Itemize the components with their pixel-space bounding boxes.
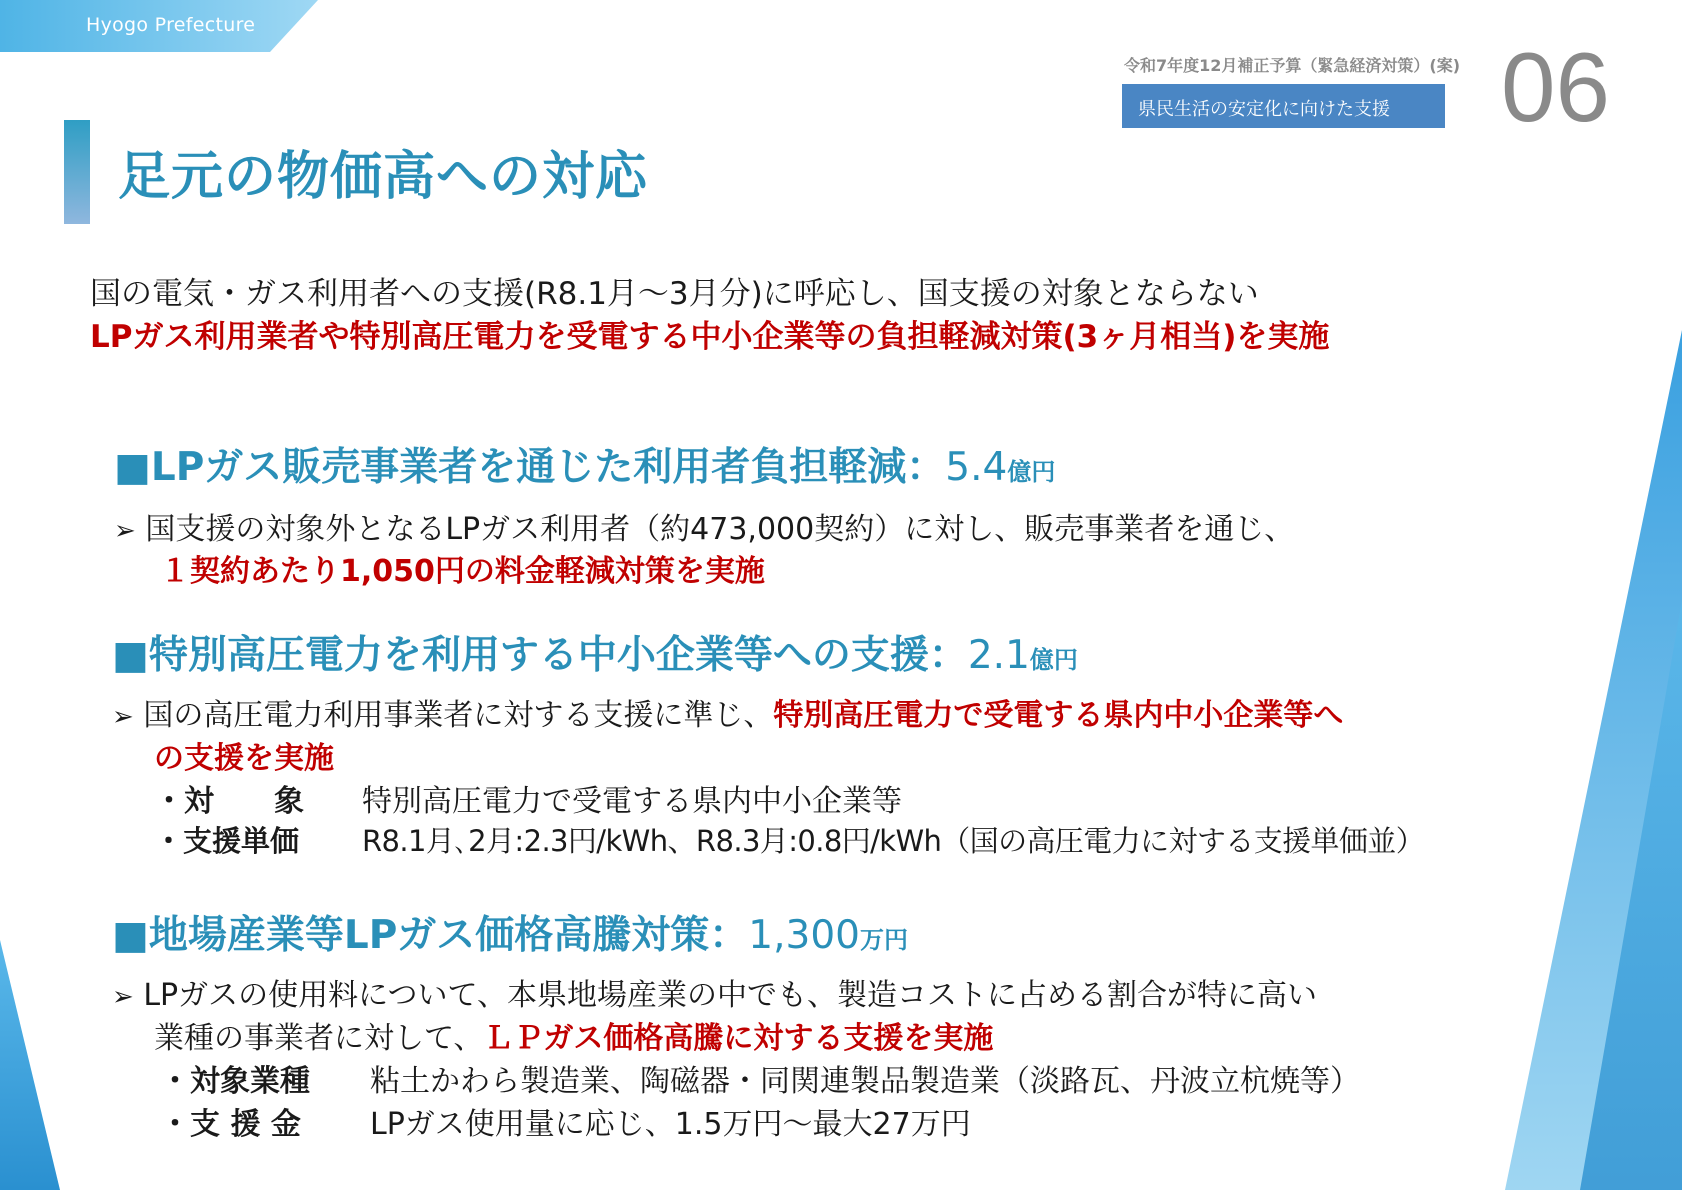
body-text: 国の高圧電力利用事業者に対する支援に準じ、 <box>143 698 774 733</box>
section-heading-local-industry <box>112 904 908 960</box>
body-text-emphasis: 特別高圧電力で受電する県内中小企業等へ <box>773 698 1344 733</box>
section-3-body-line-1 <box>112 970 1317 1014</box>
detail-value: 特別高圧電力で受電する県内中小企業等 <box>362 784 902 819</box>
section-amount: 1,300 <box>748 913 860 958</box>
budget-label: 令和7年度12月補正予算（緊急経済対策）(案) <box>1124 56 1461 75</box>
section-amount: 5.4 <box>945 445 1008 490</box>
prefecture-label: Hyogo Prefecture <box>86 14 256 36</box>
section-unit: 億円 <box>1029 646 1078 674</box>
section-heading-electricity <box>112 624 1078 680</box>
detail-label: ・支援単価 <box>154 824 300 858</box>
intro-line-1: 国の電気・ガス利用者への支援(R8.1月～3月分)に呼応し、国支援の対象とならない <box>90 276 1259 312</box>
page-number: 06 <box>1501 32 1611 142</box>
detail-label: ・対 象 <box>154 784 304 819</box>
detail-value: 粘土かわら製造業、陶磁器・同関連製品製造業（淡路瓦、丹波立杭焼等） <box>370 1064 1360 1099</box>
body-text: 業種の事業者に対して、 <box>154 1021 484 1056</box>
detail-item <box>154 819 1424 860</box>
section-heading-text: ■地場産業等LPガス価格高騰対策： <box>112 913 749 958</box>
detail-item <box>154 776 902 820</box>
section-heading-text: ■特別高圧電力を利用する中小企業等への支援： <box>112 633 968 678</box>
detail-label: ・対象業種 <box>160 1064 310 1099</box>
intro-line-2: LPガス利用業者や特別高圧電力を受電する中小企業等の負担軽減対策(3ヶ月相当)を実施 <box>90 319 1330 355</box>
section-1-body-line-2: １契約あたり1,050円の料金軽減対策を実施 <box>160 554 765 589</box>
left-corner-shape <box>0 940 60 1190</box>
detail-value: LPガス使用量に応じ、1.5万円～最大27万円 <box>370 1107 971 1142</box>
arrow-bullet-icon: ➢ <box>112 702 134 732</box>
section-unit: 億円 <box>1007 458 1056 486</box>
section-heading-lpgas <box>114 436 1055 492</box>
detail-value: R8.1月､2月:2.3円/kWh、R8.3月:0.8円/kWh（国の高圧電力に対する支援単価並） <box>362 824 1425 858</box>
title-accent-bar <box>64 120 90 224</box>
section-3-body-line-2 <box>154 1013 993 1057</box>
section-1-body-line-1 <box>114 504 1294 548</box>
detail-item <box>160 1056 1360 1100</box>
section-unit: 万円 <box>859 926 908 954</box>
section-amount: 2.1 <box>967 633 1030 678</box>
section-2-body-line-2: の支援を実施 <box>154 741 334 776</box>
detail-item <box>160 1099 971 1143</box>
page-title: 足元の物価高への対応 <box>118 147 649 207</box>
arrow-bullet-icon: ➢ <box>114 516 136 546</box>
body-text: LPガスの使用料について、本県地場産業の中でも、製造コストに占める割合が特に高い <box>143 978 1317 1013</box>
body-text: 国支援の対象外となるLPガス利用者（約473,000契約）に対し、販売事業者を通じ、 <box>145 512 1295 547</box>
detail-label: ・支 援 金 <box>160 1107 301 1142</box>
arrow-bullet-icon: ➢ <box>112 982 134 1012</box>
section-heading-text: ■LPガス販売事業者を通じた利用者負担軽減： <box>114 445 946 490</box>
section-badge-text: 県民生活の安定化に向けた支援 <box>1138 99 1390 120</box>
body-text-emphasis: ＬＰガス価格高騰に対する支援を実施 <box>483 1021 994 1056</box>
section-2-body-line-1 <box>112 690 1343 734</box>
